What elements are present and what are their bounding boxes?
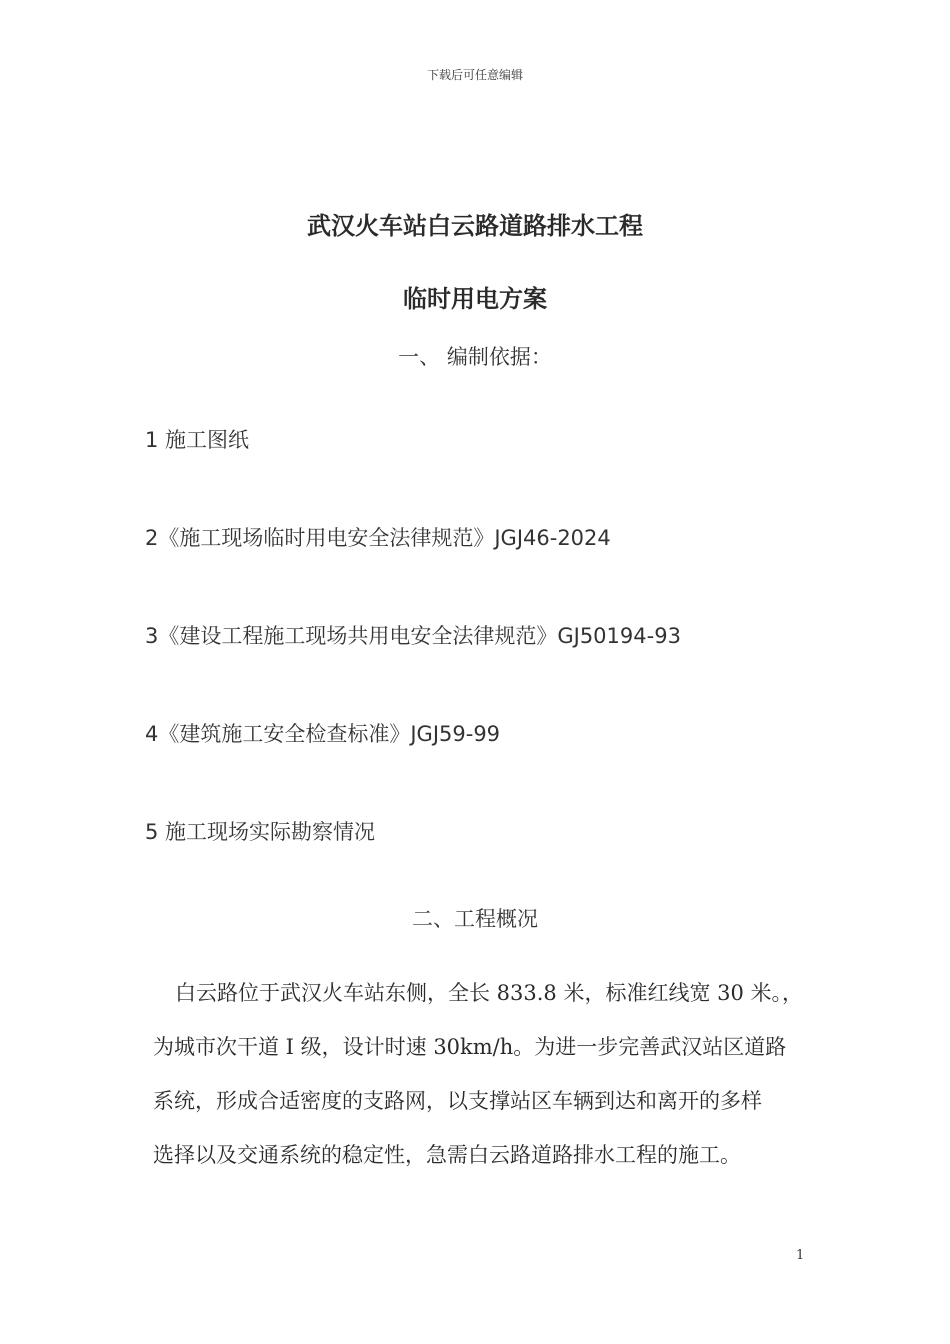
overview-paragraph bbox=[153, 966, 833, 1182]
basis-item: 5 施工现场实际勘察情况 bbox=[145, 820, 376, 844]
basis-item: 2《施工现场临时用电安全法律规范》JGJ46-2024 bbox=[145, 526, 611, 550]
document-title: 武汉火车站白云路道路排水工程 bbox=[307, 212, 643, 240]
document-subtitle: 临时用电方案 bbox=[403, 285, 547, 313]
paragraph-line: 白云路位于武汉火车站东侧，全长 833.8 米，标准红线宽 30 米。， bbox=[175, 981, 804, 1005]
paragraph-line: 系统，形成合适密度的支路网，以支撑站区车辆到达和离开的多样 bbox=[153, 1089, 762, 1113]
paragraph-line: 选择以及交通系统的稳定性，急需白云路道路排水工程的施工。 bbox=[153, 1143, 741, 1167]
section-heading-overview: 二、工程概况 bbox=[412, 907, 538, 931]
basis-item: 1 施工图纸 bbox=[145, 428, 250, 452]
page-number: 1 bbox=[796, 1248, 805, 1263]
header-note: 下载后可任意编辑 bbox=[426, 68, 523, 82]
paragraph-line: 为城市次干道 I 级，设计时速 30km/h。为进一步完善武汉站区道路 bbox=[153, 1035, 787, 1059]
basis-item: 3《建设工程施工现场共用电安全法律规范》GJ50194-93 bbox=[145, 624, 681, 648]
section-heading-basis: 一、 编制依据： bbox=[398, 345, 552, 369]
basis-item: 4《建筑施工安全检查标准》JGJ59-99 bbox=[145, 722, 501, 746]
